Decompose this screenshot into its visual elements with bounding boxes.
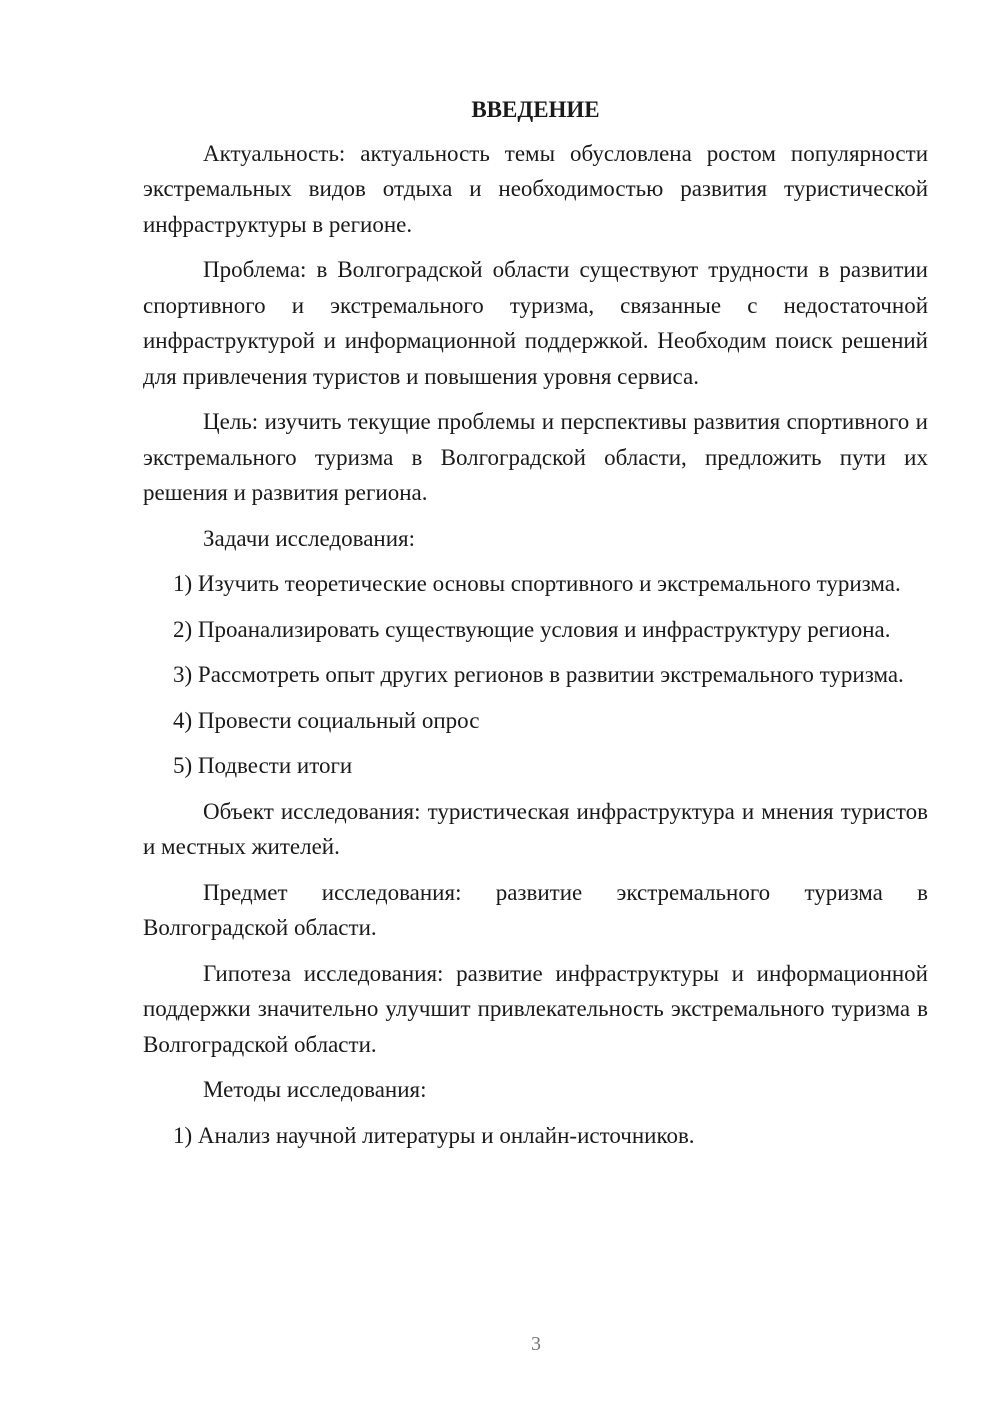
page-body [143, 92, 928, 1163]
paragraph-methods-title: Методы исследования: [203, 1077, 427, 1102]
method-item-1: 1) Анализ научной литературы и онлайн-источников. [173, 1122, 695, 1148]
paragraph-problem: Проблема: в Волгоградской области существуют трудности в развитии спортивного и экстремального туризма, связанные с недостаточной инфраструктурой и информационной поддержкой. Необходим поиск решений для привлечения туристов и повышения уровня сервиса. [143, 257, 928, 389]
task-item-5: 5) Подвести итоги [173, 753, 353, 778]
paragraph-subject: Предмет исследования: развитие экстремального туризма в Волгоградской области. [143, 879, 928, 940]
page-number: 3 [531, 1333, 541, 1355]
task-item-2: 2) Проанализировать существующие условия и инфраструктуру региона. [173, 616, 891, 642]
task-item-3: 3) Рассмотреть опыт других регионов в развитии экстремального туризма. [173, 662, 904, 687]
paragraph-goal: Цель: изучить текущие проблемы и перспективы развития спортивного и экстремального туризма в Волгоградской области, предложить пути их решения и развития региона. [143, 409, 928, 505]
task-item-1: 1) Изучить теоретические основы спортивного и экстремального туризма. [173, 571, 901, 596]
paragraph-object: Объект исследования: туристическая инфраструктура и мнения туристов и местных жителей. [143, 798, 928, 859]
section-heading: ВВЕДЕНИЕ [471, 97, 600, 122]
paragraph-relevance: Актуальность: актуальность темы обусловлена ростом популярности экстремальных видов отдыха и необходимостью развития туристической инфраструктуры в регионе. [143, 140, 928, 237]
task-item-4: 4) Провести социальный опрос [173, 707, 480, 733]
paragraph-tasks-title: Задачи исследования: [203, 525, 416, 551]
paragraph-hypothesis: Гипотеза исследования: развитие инфраструктуры и информационной поддержки значительно улучшит привлекательность экстремального туризма в Волгоградской области. [143, 960, 928, 1057]
